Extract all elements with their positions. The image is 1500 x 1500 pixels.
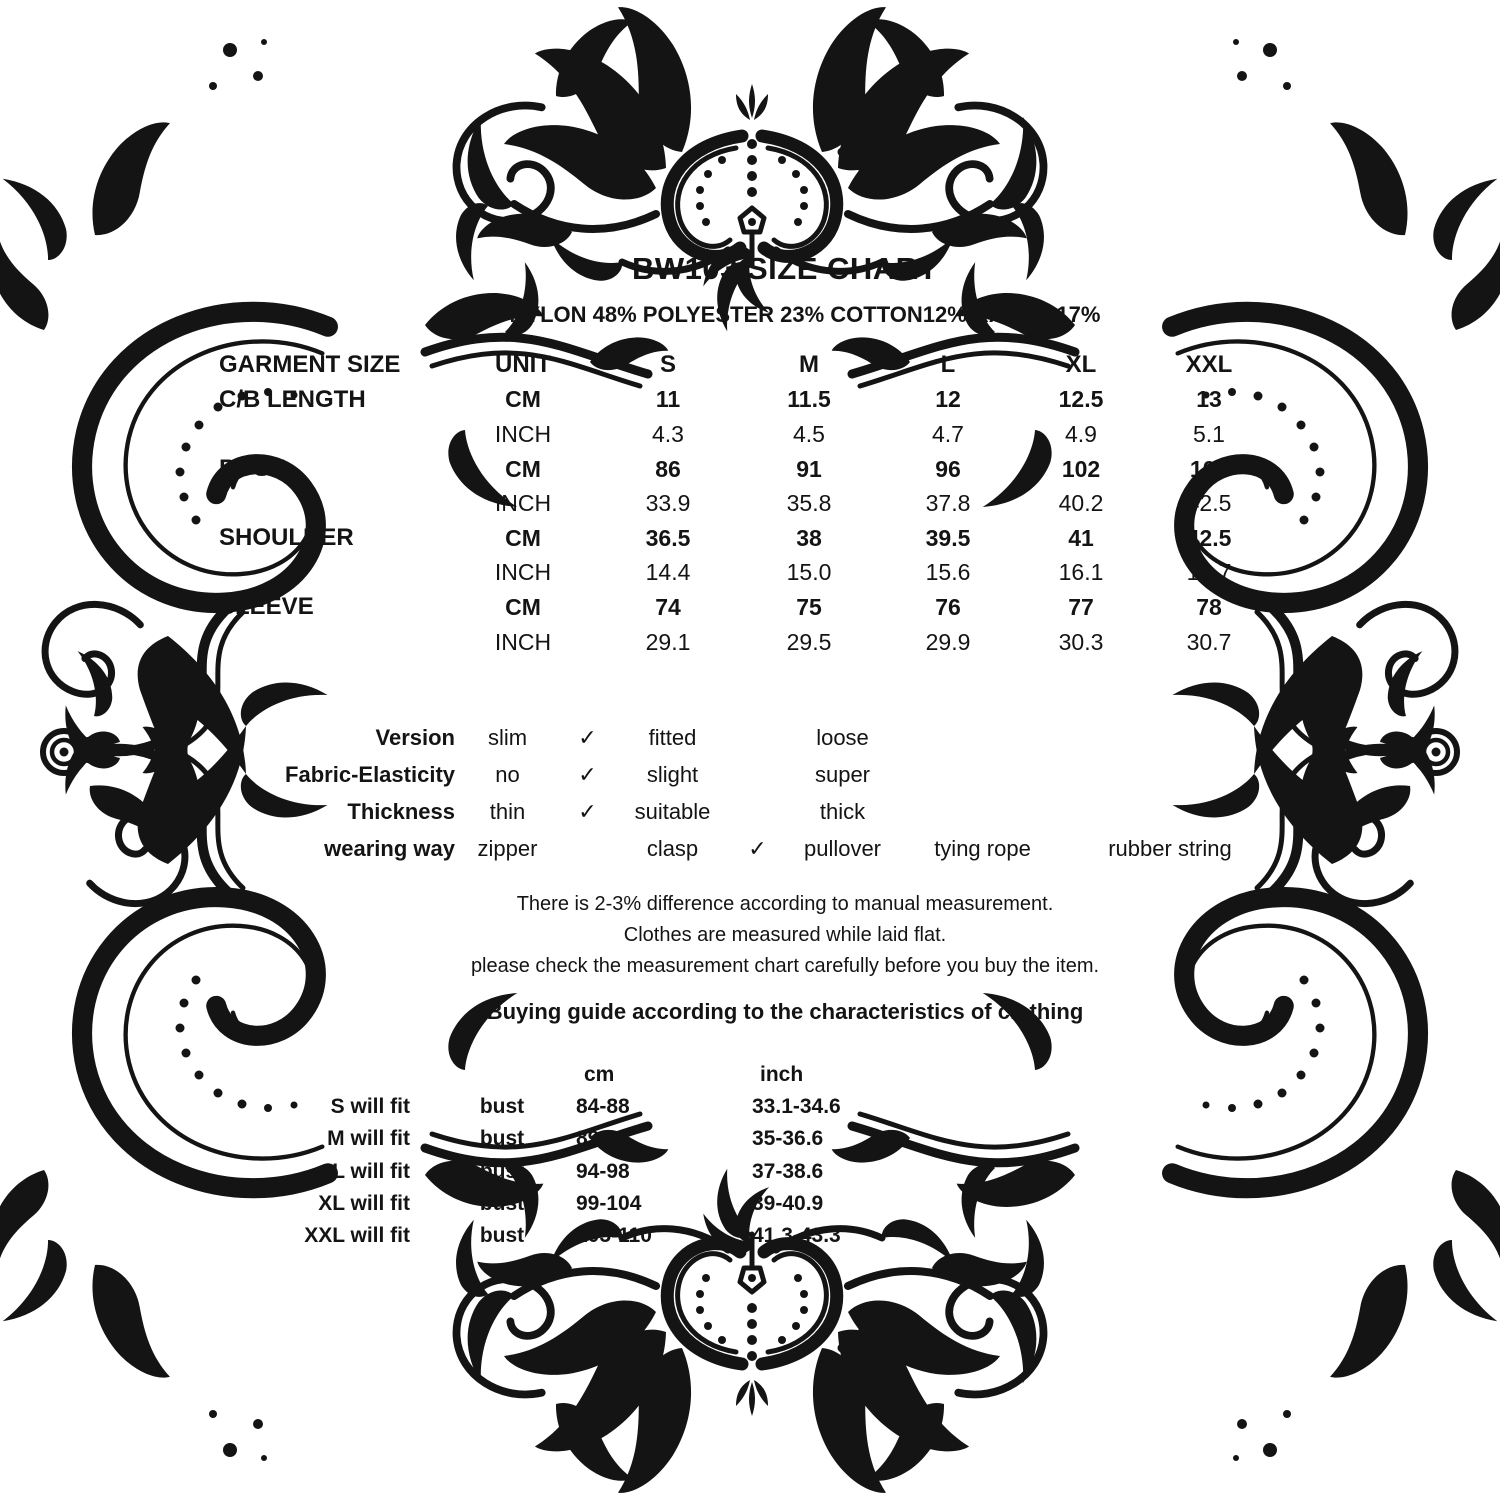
size-col-header: XXL	[1185, 351, 1233, 379]
inch-range: 37-38.6	[752, 1159, 824, 1183]
size-table-body	[219, 383, 1273, 660]
cm-range: 84-88	[576, 1095, 630, 1119]
value-cell: 78	[1196, 593, 1222, 620]
unit-cell: INCH	[494, 559, 552, 586]
attribute-row	[225, 757, 1275, 794]
unit-cell: CM	[505, 455, 541, 482]
unit-cell: CM	[505, 524, 541, 551]
check-icon: ✓	[578, 725, 597, 751]
value-cell: 39.5	[925, 524, 971, 551]
attribute-option: slim	[487, 725, 528, 751]
check-icon: ✓	[578, 798, 597, 824]
size-table-header-row	[219, 348, 1273, 383]
size-table	[219, 348, 1273, 659]
attribute-option: thin	[489, 798, 526, 824]
measure-label: bust	[479, 1191, 525, 1215]
measure-label: bust	[479, 1159, 525, 1183]
attribute-label: Version	[375, 725, 455, 751]
buying-guide-row	[240, 1091, 986, 1123]
value-cell: 15.0	[786, 559, 832, 586]
value-cell: 91	[796, 455, 822, 482]
value-cell: 29.9	[925, 628, 971, 655]
attribute-option: no	[495, 762, 520, 788]
cm-range: 94-98	[576, 1159, 630, 1183]
value-cell: 86	[655, 455, 681, 482]
attribute-option: suitable	[634, 798, 711, 824]
attribute-row	[225, 794, 1275, 831]
value-cell: 108	[1189, 455, 1229, 482]
row-label: C/B LENGTH	[219, 385, 366, 413]
measure-label: bust	[479, 1224, 525, 1248]
value-cell: 13	[1196, 386, 1222, 413]
size-table-row	[219, 417, 1273, 452]
size-col-header: S	[659, 351, 676, 379]
attribute-option: fitted	[648, 725, 697, 751]
size-table-row	[219, 383, 1273, 418]
value-cell: 30.3	[1058, 628, 1104, 655]
size-col-header: M	[799, 351, 819, 379]
attribute-option: zipper	[477, 835, 538, 861]
value-cell: 29.1	[645, 628, 691, 655]
attribute-label: wearing way	[324, 835, 455, 861]
buying-guide-table	[240, 1059, 986, 1252]
unit-cell: INCH	[494, 490, 552, 517]
inch-range: 35-36.6	[752, 1127, 824, 1151]
cm-range: 99-104	[576, 1191, 642, 1215]
value-cell: 11.5	[787, 386, 831, 413]
attribute-option: loose	[816, 725, 869, 751]
value-cell: 37.8	[925, 490, 971, 517]
unit-cell: INCH	[494, 628, 552, 655]
inch-range: 33.1-34.6	[752, 1095, 841, 1119]
check-icon: ✓	[748, 835, 767, 861]
value-cell: 74	[655, 593, 681, 620]
value-cell: 96	[935, 455, 961, 482]
attribute-label: Fabric-Elasticity	[285, 762, 455, 788]
size-fit-label: XL will fit	[318, 1191, 410, 1215]
inch-range: 39-40.9	[752, 1191, 824, 1215]
note-line: There is 2-3% difference according to manual measurement.	[516, 893, 1054, 915]
attribute-option: thick	[819, 798, 866, 824]
note-line: please check the measurement chart carefully before you buy the item.	[470, 955, 1100, 977]
value-cell: 75	[796, 593, 822, 620]
value-cell: 30.7	[1186, 628, 1232, 655]
note-line: Clothes are measured while laid flat.	[623, 924, 947, 946]
unit-cell: CM	[505, 386, 541, 413]
size-fit-label: L will fit	[332, 1159, 410, 1183]
buying-guide-body	[240, 1091, 986, 1252]
buying-guide-row	[240, 1188, 986, 1220]
check-icon: ✓	[578, 762, 597, 788]
size-col-header: GARMENT SIZE	[219, 351, 401, 379]
size-table-row	[219, 590, 1273, 625]
size-table-row	[219, 452, 1273, 487]
attribute-label: Thickness	[347, 798, 455, 824]
size-table-row	[219, 556, 1273, 591]
attribute-option: tying rope	[934, 835, 1031, 861]
value-cell: 41	[1068, 524, 1094, 551]
unit-cell: CM	[505, 593, 541, 620]
inch-column-header: inch	[760, 1063, 804, 1087]
measurement-notes	[70, 889, 1500, 982]
row-label: BUST	[219, 455, 285, 483]
size-fit-label: M will fit	[327, 1127, 410, 1151]
value-cell: 15.6	[925, 559, 971, 586]
value-cell: 76	[935, 593, 961, 620]
fabric-composition: NYLON 48% POLYESTER 23% COTTON12% RAYON 17%	[509, 302, 1101, 327]
value-cell: 77	[1068, 593, 1094, 620]
cm-range: 89-93	[576, 1127, 630, 1151]
buying-guide-header-row	[240, 1059, 986, 1091]
value-cell: 5.1	[1193, 420, 1225, 447]
cm-range: 105-110	[576, 1224, 652, 1248]
measure-label: bust	[479, 1127, 525, 1151]
size-fit-label: S will fit	[330, 1095, 410, 1119]
value-cell: 16.7	[1186, 559, 1232, 586]
value-cell: 4.7	[932, 420, 964, 447]
value-cell: 40.2	[1058, 490, 1104, 517]
unit-cell: INCH	[494, 420, 552, 447]
value-cell: 12.5	[1058, 386, 1104, 413]
value-cell: 12	[935, 386, 961, 413]
size-col-header: XL	[1065, 351, 1097, 379]
value-cell: 36.5	[645, 524, 691, 551]
value-cell: 102	[1061, 455, 1101, 482]
value-cell: 14.4	[645, 559, 691, 586]
attribute-option: super	[814, 762, 871, 788]
attribute-option: clasp	[646, 835, 699, 861]
cm-column-header: cm	[584, 1063, 615, 1087]
value-cell: 42.5	[1186, 490, 1232, 517]
buying-guide-row	[240, 1123, 986, 1155]
value-cell: 29.5	[786, 628, 832, 655]
size-table-row	[219, 625, 1273, 660]
buying-guide-heading: Buying guide according to the characteristics of clothing	[486, 999, 1084, 1024]
garment-attributes	[225, 720, 1275, 867]
value-cell: 42.5	[1186, 524, 1232, 551]
attribute-row	[225, 720, 1275, 757]
value-cell: 11	[655, 386, 681, 413]
size-fit-label: XXL will fit	[304, 1224, 410, 1248]
attribute-option: slight	[646, 762, 699, 788]
measure-label: bust	[479, 1095, 525, 1119]
value-cell: 16.1	[1058, 559, 1104, 586]
inch-range: 41.3-43.3	[752, 1224, 841, 1248]
value-cell: 38	[796, 524, 822, 551]
size-col-header: UNIT	[495, 351, 551, 379]
buying-guide-row	[240, 1220, 986, 1252]
attribute-option: pullover	[803, 835, 882, 861]
value-cell: 4.3	[652, 420, 684, 447]
value-cell: 35.8	[786, 490, 832, 517]
row-label: SLEEVE	[219, 593, 314, 621]
size-table-row	[219, 486, 1273, 521]
page-title: BW103 SIZE CHART	[632, 251, 938, 286]
size-table-row	[219, 521, 1273, 556]
value-cell: 4.9	[1065, 420, 1097, 447]
value-cell: 33.9	[645, 490, 691, 517]
row-label: SHOULDER	[219, 524, 354, 552]
value-cell: 4.5	[793, 420, 825, 447]
size-col-header: L	[940, 351, 956, 379]
attribute-row	[225, 830, 1275, 867]
attribute-option: rubber string	[1108, 835, 1232, 861]
buying-guide-row	[240, 1156, 986, 1188]
